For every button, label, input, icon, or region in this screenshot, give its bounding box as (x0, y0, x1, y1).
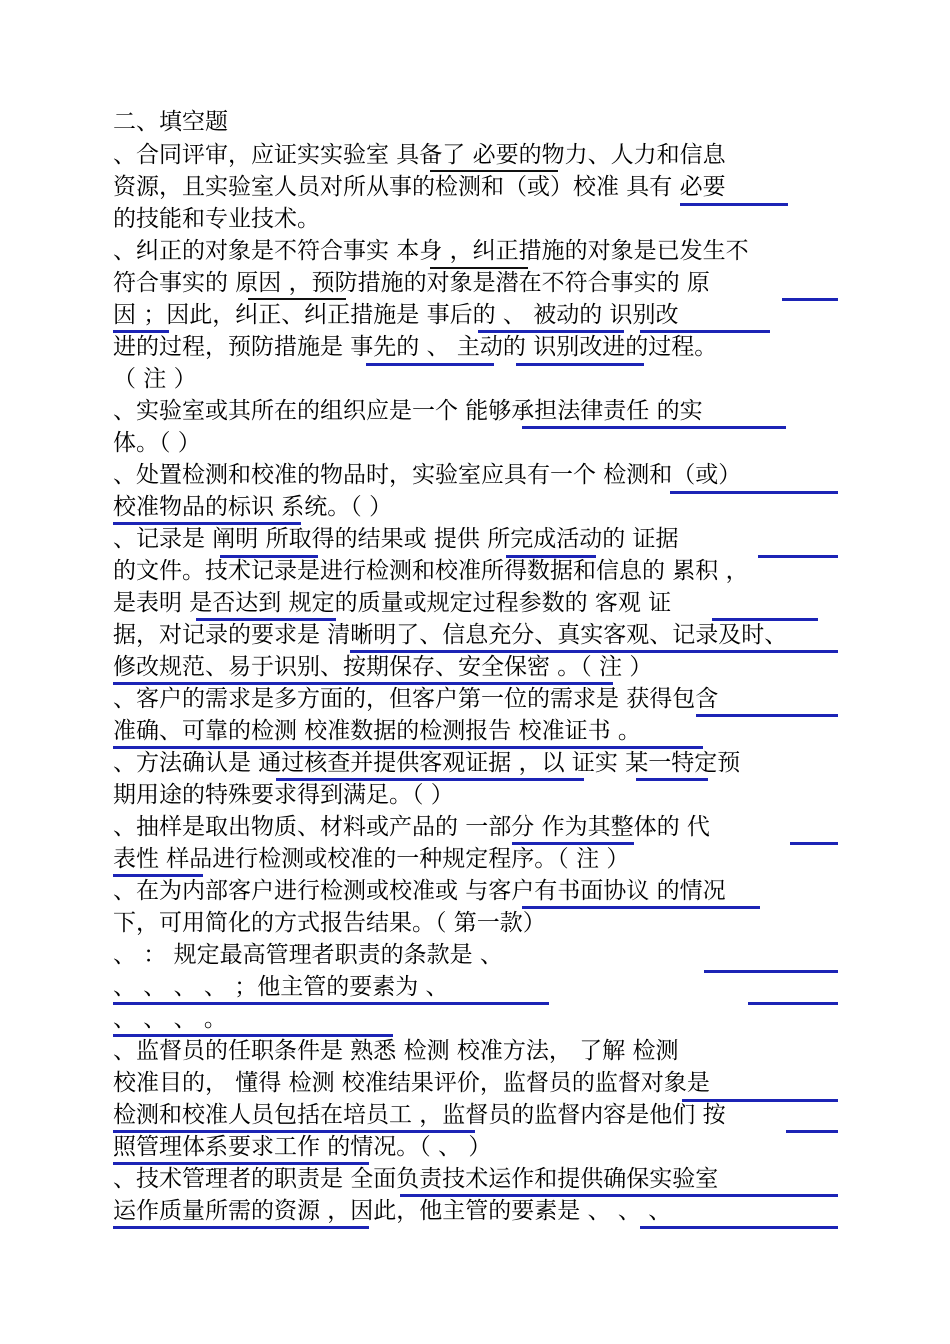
answer-underline (113, 1034, 393, 1037)
answer-underline (682, 1099, 838, 1102)
text-line: 检测和校准人员包括在培员工 ，监督员的监督内容是他们 按 (113, 1102, 726, 1128)
text-line: 、处置检测和校准的物品时，实验室应具有一个 检测和（或） (113, 462, 742, 488)
text-line: 、客户的需求是多方面的，但客户第一位的需求是 获得包含 (113, 686, 719, 712)
answer-underline (786, 1130, 838, 1133)
answer-underline (430, 267, 528, 269)
text-line: 体。（ ） (113, 430, 201, 456)
text-line: 资源，且实验室人员对所从事的检测和（或）校准 具有 必要 (113, 174, 726, 200)
answer-underline (522, 906, 760, 909)
text-line: 校准物品的标识 系统。（ ） (113, 494, 393, 520)
answer-underline (113, 746, 703, 749)
answer-underline (113, 1162, 369, 1165)
text-line: 准确、可靠的检测 校准数据的检测报告 校准证书 。 (113, 718, 641, 744)
answer-underline (748, 1002, 838, 1005)
answer-underline (704, 970, 838, 973)
text-line: 照管理体系要求工作 的情况。（ 、 ） (113, 1134, 492, 1160)
answer-underline (220, 555, 318, 558)
text-line: 、纠正的对象是不符合事实 本身 ，纠正措施的对象是已发生不 (113, 238, 749, 264)
answer-underline (670, 491, 838, 494)
text-line: 下，可用简化的方式报告结果。（ 第一款） (113, 910, 546, 936)
text-line: 运作质量所需的资源 ，因此，他主管的要素是 、 、 、 (113, 1198, 672, 1224)
answer-underline (758, 555, 838, 558)
answer-underline (790, 842, 838, 845)
answer-underline (636, 778, 708, 781)
text-line: 期用途的特殊要求得到满足。（ ） (113, 782, 454, 808)
answer-underline (478, 330, 624, 333)
text-line: 修改规范、易于识别、按期保存、安全保密 。（ 注 ） (113, 654, 653, 680)
text-line: 、抽样是取出物质、材料或产品的 一部分 作为其整体的 代 (113, 814, 710, 840)
text-line: 的文件。技术记录是进行检测和校准所得数据和信息的 累积 ， (113, 558, 749, 584)
answer-underline (512, 842, 634, 845)
text-line: 、技术管理者的职责是 全面负责技术运作和提供确保实验室 (113, 1166, 719, 1192)
answer-underline (400, 1194, 838, 1197)
text-line: 、监督员的任职条件是 熟悉 检测 校准方法， 了解 检测 (113, 1038, 679, 1064)
answer-underline (782, 298, 838, 301)
answer-underline (522, 426, 786, 429)
text-line: 、合同评审，应证实实验室 具备了 必要的物力、人力和信息 (113, 142, 726, 168)
answer-underline (680, 203, 788, 206)
text-line: 据，对记录的要求是 清晰明了、信息充分、真实客观、记录及时、 (113, 622, 788, 648)
answer-underline (506, 555, 596, 558)
answer-underline (113, 1002, 549, 1005)
answer-underline (113, 522, 301, 525)
answer-underline (196, 618, 336, 621)
answer-underline (640, 330, 770, 333)
text-line: 、方法确认是 通过核查并提供客观证据 ，以 证实 某一特定预 (113, 750, 741, 776)
text-line: 因 ；因此，纠正、纠正措施是 事后的 、 被动的 识别改 (113, 302, 679, 328)
text-line: 、 ： 规定最高管理者职责的条款是 、 (113, 942, 503, 968)
text-line: （ 注 ） (113, 366, 197, 392)
answer-underline (113, 682, 613, 685)
text-line: 、 、 、 。 (113, 1006, 227, 1032)
answer-underline (712, 618, 818, 621)
text-line: 表性 样品进行检测或校准的一种规定程序。（ 注 ） (113, 846, 630, 872)
text-line: 是表明 是否达到 规定的质量或规定过程参数的 客观 证 (113, 590, 672, 616)
answer-underline (696, 714, 838, 717)
text-line: 的技能和专业技术。 (113, 206, 320, 232)
answer-underline (248, 298, 346, 300)
text-line: 、 、 、 、 ；他主管的要素为 、 (113, 974, 449, 1000)
answer-underline (366, 363, 494, 366)
answer-underline (113, 330, 169, 333)
answer-underline (640, 1226, 838, 1229)
text-line: 、实验室或其所在的组织应是一个 能够承担法律责任 的实 (113, 398, 703, 424)
text-line: 符合事实的 原因 ，预防措施的对象是潜在不符合事实的 原 (113, 270, 710, 296)
answer-underline (113, 1130, 475, 1133)
text-line: 、记录是 阐明 所取得的结果或 提供 所完成活动的 证据 (113, 526, 679, 552)
answer-underline (430, 170, 558, 172)
text-line: 、在为内部客户进行检测或校准或 与客户有书面协议 的情况 (113, 878, 726, 904)
answer-underline (350, 650, 838, 653)
text-line: 进的过程，预防措施是 事先的 、 主动的 识别改进的过程。 (113, 334, 718, 360)
answer-underline (113, 874, 203, 877)
answer-underline (516, 363, 644, 366)
section-heading: 二、填空题 (113, 109, 228, 135)
answer-underline (276, 778, 584, 781)
text-line: 校准目的， 懂得 检测 校准结果评价，监督员的监督对象是 (113, 1070, 710, 1096)
answer-underline (113, 1226, 369, 1229)
